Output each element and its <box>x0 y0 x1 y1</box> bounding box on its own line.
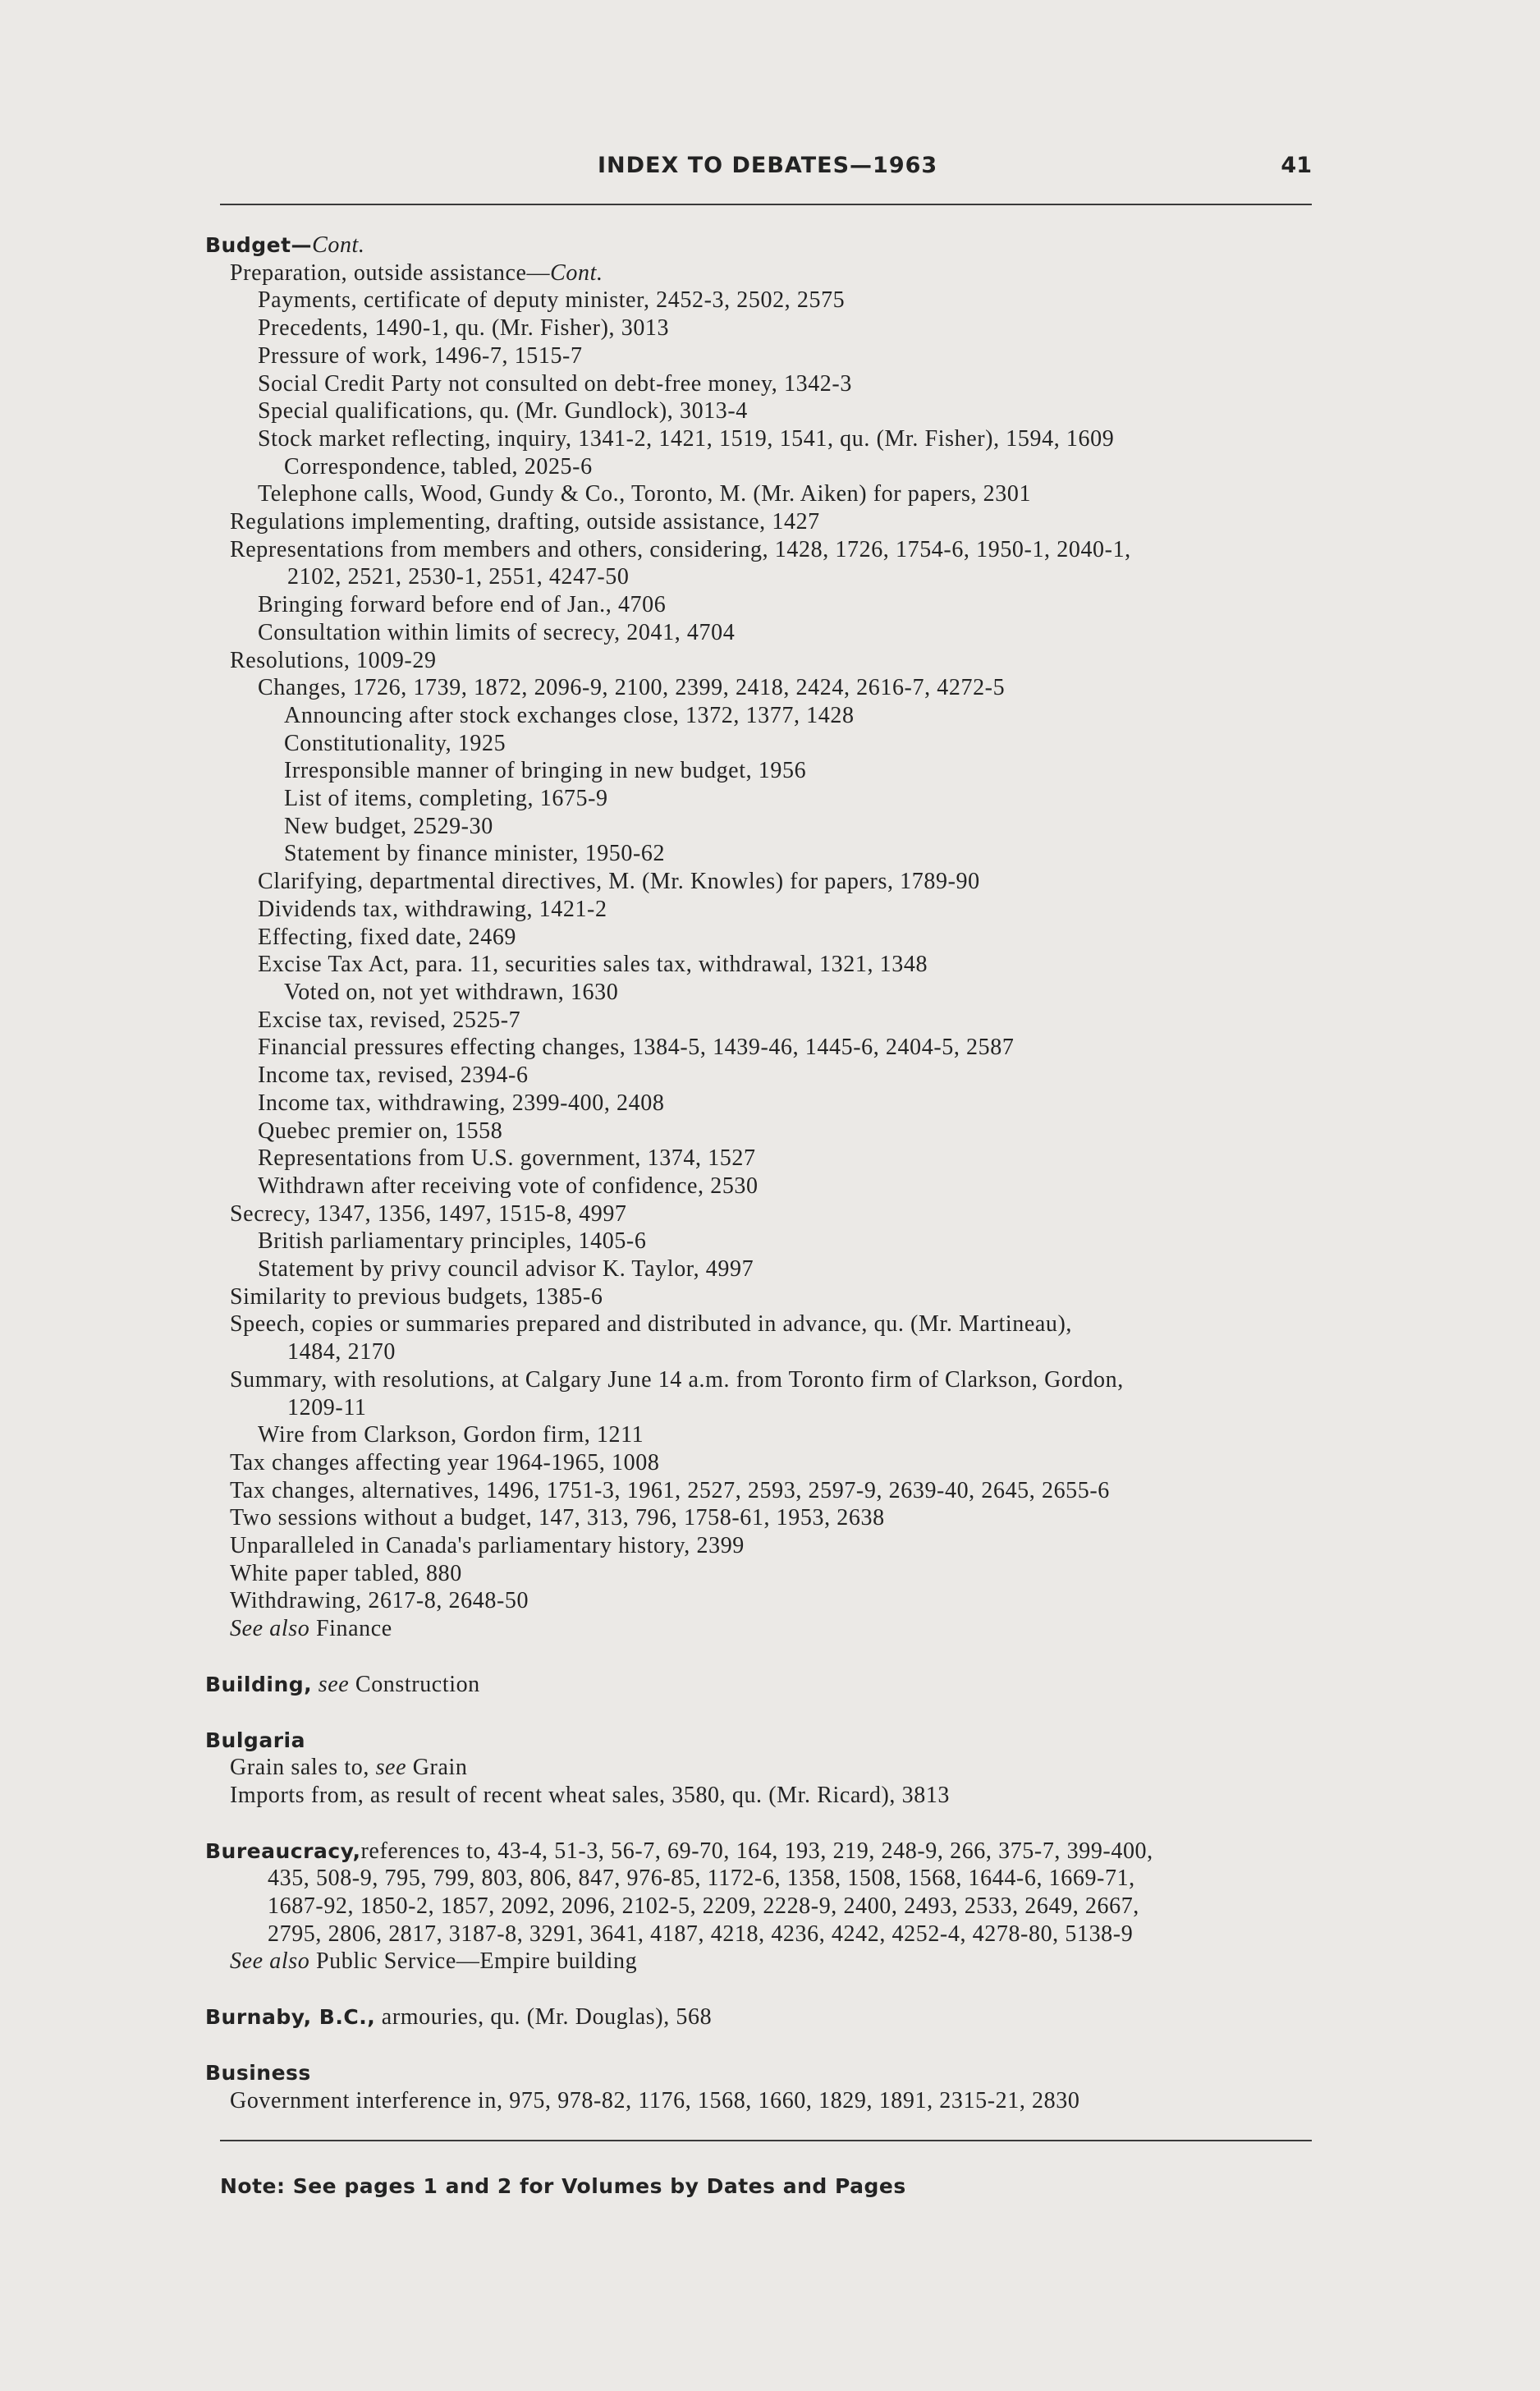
entry-text: Precedents, 1490-1, qu. (Mr. Fisher), 3013 <box>258 315 670 342</box>
index-subentry <box>205 730 1330 758</box>
index-subentry <box>205 1504 1330 1532</box>
entry-heading: Bulgaria <box>205 1728 305 1752</box>
index-subentry <box>205 757 1330 785</box>
entry-text: Announcing after stock exchanges close, 1372, 1377, 1428 <box>284 702 855 728</box>
index-heading-entry <box>205 1671 1330 1699</box>
index-subentry <box>205 1754 1330 1782</box>
entry-text: Government interference in, 975, 978-82, 1176, 1568, 1660, 1829, 1891, 2315-21, 2830 <box>230 2087 1080 2113</box>
entry-text: Telephone calls, Wood, Gundy & Co., Toronto, M. (Mr. Aiken) for papers, 2301 <box>258 481 1032 507</box>
entry-text-2: Grain <box>406 1755 468 1781</box>
entry-text: Excise Tax Act, para. 11, securities sales tax, withdrawal, 1321, 1348 <box>258 952 928 978</box>
entry-text: 2102, 2521, 2530-1, 2551, 4247-50 <box>287 564 630 590</box>
entry-text: White paper tabled, 880 <box>230 1560 462 1586</box>
index-subentry <box>205 1145 1330 1173</box>
entry-text: Secrecy, 1347, 1356, 1497, 1515-8, 4997 <box>230 1200 627 1227</box>
entry-italic: Cont. <box>550 259 603 286</box>
index-subentry <box>205 924 1330 952</box>
entry-text: New budget, 2529-30 <box>284 813 493 839</box>
index-subentry <box>205 1173 1330 1200</box>
index-entries <box>205 232 1330 2114</box>
entry-text: references to, 43-4, 51-3, 56-7, 69-70, 164, 193, 219, 248-9, 266, 375-7, 399-400, <box>360 1838 1153 1864</box>
page-number: 41 <box>1281 153 1312 178</box>
index-subentry <box>205 1449 1330 1477</box>
entry-text: Summary, with resolutions, at Calgary June 14 a.m. from Toronto firm of Clarkson, Gordon, <box>230 1366 1124 1393</box>
entry-text: Income tax, withdrawing, 2399-400, 2408 <box>258 1090 665 1116</box>
index-subentry <box>205 1394 1330 1422</box>
entry-gap <box>205 1699 1330 1727</box>
index-subentry <box>205 1560 1330 1588</box>
entry-text: Withdrawing, 2617-8, 2648-50 <box>230 1588 529 1614</box>
entry-text: Income tax, revised, 2394-6 <box>258 1062 529 1089</box>
entry-text: Withdrawn after receiving vote of confidence, 2530 <box>258 1173 759 1199</box>
entry-text: Speech, copies or summaries prepared and distributed in advance, qu. (Mr. Martineau), <box>230 1311 1073 1338</box>
index-subentry <box>205 1921 1330 1948</box>
entry-text: 1687-92, 1850-2, 1857, 2092, 2096, 2102-5, 2209, 2228-9, 2400, 2493, 2533, 2649, 2667, <box>268 1893 1139 1920</box>
index-subentry <box>205 342 1330 370</box>
index-subentry <box>205 287 1330 314</box>
entry-text: Unparalleled in Canada's parliamentary history, 2399 <box>230 1533 745 1559</box>
entry-heading: Building, <box>205 1672 313 1696</box>
index-subentry <box>205 1338 1330 1366</box>
entry-text: Public Service—Empire building <box>309 1948 638 1975</box>
index-subentry <box>205 1366 1330 1394</box>
entry-text: Regulations implementing, drafting, outside assistance, 1427 <box>230 509 820 535</box>
entry-text: Correspondence, tabled, 2025-6 <box>284 453 593 480</box>
entry-text: Financial pressures effecting changes, 1384-5, 1439-46, 1445-6, 2404-5, 2587 <box>258 1035 1015 1061</box>
index-subentry <box>205 536 1330 564</box>
index-subentry <box>205 647 1330 675</box>
entry-text: Representations from U.S. government, 1374, 1527 <box>258 1145 756 1172</box>
index-subentry <box>205 480 1330 508</box>
entry-text: Consultation within limits of secrecy, 2041, 4704 <box>258 619 736 645</box>
index-subentry <box>205 1200 1330 1228</box>
index-subentry <box>205 813 1330 841</box>
index-subentry <box>205 259 1330 287</box>
entry-text: armouries, qu. (Mr. Douglas), 568 <box>375 2004 713 2031</box>
page-title: INDEX TO DEBATES—1963 <box>598 153 938 178</box>
entry-heading: Bureaucracy, <box>205 1838 361 1863</box>
index-subentry <box>205 1865 1330 1893</box>
index-subentry <box>205 1615 1330 1643</box>
index-subentry <box>205 1255 1330 1283</box>
index-subentry <box>205 508 1330 536</box>
index-subentry <box>205 1532 1330 1560</box>
entry-text: 1209-11 <box>287 1394 367 1420</box>
footer-note: Note: See pages 1 and 2 for Volumes by Dates and Pages <box>220 2174 906 2198</box>
index-subentry <box>205 591 1330 619</box>
see-also-label: See also <box>230 1948 310 1975</box>
entry-text: Stock market reflecting, inquiry, 1341-2, 1421, 1519, 1541, qu. (Mr. Fisher), 1594, 1609 <box>258 425 1115 452</box>
index-subentry <box>205 453 1330 481</box>
entry-text: Changes, 1726, 1739, 1872, 2096-9, 2100, 2399, 2418, 2424, 2616-7, 4272-5 <box>258 675 1006 701</box>
index-subentry <box>205 840 1330 868</box>
index-subentry <box>205 370 1330 398</box>
entry-text: Constitutionality, 1925 <box>284 730 506 756</box>
index-subentry <box>205 674 1330 702</box>
entry-text: 2795, 2806, 2817, 3187-8, 3291, 3641, 4187, 4218, 4236, 4242, 4252-4, 4278-80, 5138-9 <box>268 1921 1134 1947</box>
entry-text: Tax changes, alternatives, 1496, 1751-3, 1961, 2527, 2593, 2597-9, 2639-40, 2645, 2655-6 <box>230 1477 1110 1503</box>
entry-gap <box>205 1810 1330 1838</box>
entry-text: Clarifying, departmental directives, M. (Mr. Knowles) for papers, 1789-90 <box>258 869 980 895</box>
index-heading-entry <box>205 1838 1330 1866</box>
index-subentry <box>205 1310 1330 1338</box>
index-subentry <box>205 563 1330 591</box>
entry-text: Imports from, as result of recent wheat sales, 3580, qu. (Mr. Ricard), 3813 <box>230 1782 951 1808</box>
index-subentry <box>205 397 1330 425</box>
index-subentry <box>205 1948 1330 1976</box>
entry-text: Construction <box>349 1671 480 1697</box>
entry-heading: Burnaby, B.C., <box>205 2005 376 2030</box>
entry-text: Statement by privy council advisor K. Taylor, 4997 <box>258 1256 754 1283</box>
entry-gap <box>205 2031 1330 2059</box>
index-subentry <box>205 868 1330 896</box>
entry-text: Preparation, outside assistance— <box>230 259 551 286</box>
entry-text: Finance <box>309 1616 392 1642</box>
index-subentry <box>205 1007 1330 1035</box>
entry-italic: see <box>312 1671 350 1697</box>
index-heading-entry <box>205 2003 1330 2031</box>
entry-text: Voted on, not yet withdrawn, 1630 <box>284 979 619 1005</box>
index-subentry <box>205 1893 1330 1921</box>
index-subentry <box>205 702 1330 730</box>
index-subentry <box>205 1090 1330 1117</box>
index-heading-entry <box>205 2059 1330 2087</box>
index-subentry <box>205 1117 1330 1145</box>
entry-text: Pressure of work, 1496-7, 1515-7 <box>258 342 583 369</box>
entry-italic: Cont. <box>312 232 365 258</box>
entry-text: Dividends tax, withdrawing, 1421-2 <box>258 896 607 922</box>
entry-text: 1484, 2170 <box>287 1339 396 1365</box>
index-subentry <box>205 314 1330 342</box>
index-subentry <box>205 896 1330 924</box>
index-subentry <box>205 1062 1330 1090</box>
entry-text: Social Credit Party not consulted on debt-free money, 1342-3 <box>258 370 852 397</box>
index-subentry <box>205 2087 1330 2115</box>
index-heading-entry <box>205 232 1330 259</box>
entry-text: Bringing forward before end of Jan., 4706 <box>258 592 667 618</box>
entry-gap <box>205 1643 1330 1671</box>
entry-text: Representations from members and others, considering, 1428, 1726, 1754-6, 1950-1, 2040-1, <box>230 536 1131 562</box>
entry-text: Effecting, fixed date, 2469 <box>258 924 517 950</box>
index-heading-entry <box>205 1727 1330 1755</box>
entry-see: see <box>375 1755 407 1781</box>
entry-text: Similarity to previous budgets, 1385-6 <box>230 1283 603 1310</box>
entry-heading: Budget— <box>205 233 313 257</box>
entry-text: 435, 508-9, 795, 799, 803, 806, 847, 976-85, 1172-6, 1358, 1508, 1568, 1644-6, 1669-71, <box>268 1866 1135 1892</box>
entry-text: Special qualifications, qu. (Mr. Gundlock), 3013-4 <box>258 398 748 425</box>
index-subentry <box>205 979 1330 1007</box>
entry-text: Excise tax, revised, 2525-7 <box>258 1007 521 1033</box>
index-subentry <box>205 425 1330 453</box>
entry-heading: Business <box>205 2060 311 2085</box>
entry-text: Wire from Clarkson, Gordon firm, 1211 <box>258 1422 644 1448</box>
entry-gap <box>205 1976 1330 2003</box>
index-subentry <box>205 1587 1330 1615</box>
header-rule <box>220 204 1312 205</box>
index-subentry <box>205 785 1330 813</box>
entry-text: British parliamentary principles, 1405-6 <box>258 1228 647 1255</box>
entry-text: Resolutions, 1009-29 <box>230 647 437 673</box>
index-subentry <box>205 1034 1330 1062</box>
page-header <box>220 148 1312 205</box>
see-also-label: See also <box>230 1616 310 1642</box>
entry-text: Tax changes affecting year 1964-1965, 1008 <box>230 1449 660 1475</box>
index-subentry <box>205 951 1330 979</box>
entry-text: Grain sales to, <box>230 1755 376 1781</box>
entry-text: Irresponsible manner of bringing in new budget, 1956 <box>284 758 807 784</box>
entry-text: Quebec premier on, 1558 <box>258 1117 503 1144</box>
entry-text: Two sessions without a budget, 147, 313, 796, 1758-61, 1953, 2638 <box>230 1505 885 1531</box>
index-subentry <box>205 1782 1330 1810</box>
index-subentry <box>205 619 1330 647</box>
entry-text: Payments, certificate of deputy minister, 2452-3, 2502, 2575 <box>258 287 846 314</box>
index-subentry <box>205 1228 1330 1255</box>
index-subentry <box>205 1477 1330 1505</box>
index-subentry <box>205 1421 1330 1449</box>
entry-text: List of items, completing, 1675-9 <box>284 786 608 812</box>
footer-rule <box>220 2140 1312 2141</box>
entry-text: Statement by finance minister, 1950-62 <box>284 841 666 867</box>
index-subentry <box>205 1283 1330 1311</box>
